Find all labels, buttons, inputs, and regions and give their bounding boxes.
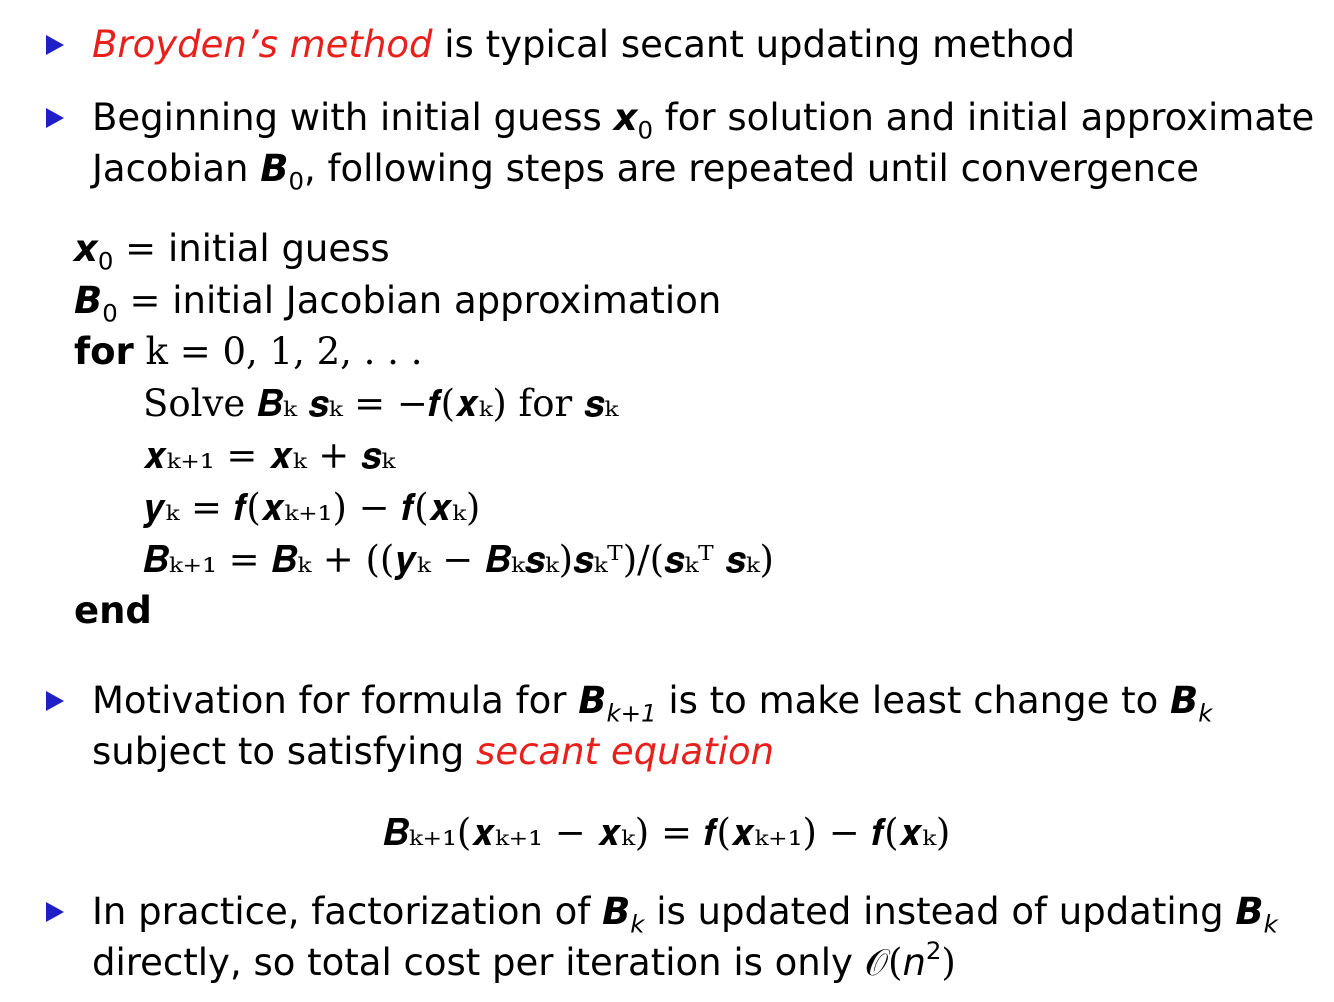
bullet-3-line-2: subject to satisfying secant equation (92, 730, 775, 773)
bullet-4-line-1: In practice, factorization of $B_k$ is updated instead of updating $B_k$ (92, 890, 1278, 939)
bullet-4-line-2: directly, so total cost per iteration is only $𝒪(n^2)$ (92, 936, 956, 984)
bullet-marker-1 (46, 35, 64, 55)
algorithm-line-2: $B_0$ = initial Jacobian approximation (74, 279, 722, 328)
bullet-2-line-1: Beginning with initial guess $x_0$ for solution and initial approximate (92, 96, 1315, 145)
bullet-marker-2 (46, 108, 64, 128)
secant-equation-highlight: secant equation (476, 730, 775, 773)
bullet-marker-3 (46, 691, 64, 711)
algorithm-line-5: 𝒙ₖ₊₁ = 𝒙ₖ + 𝒔ₖ (143, 434, 396, 477)
secant-equation: 𝑩ₖ₊₁(𝒙ₖ₊₁ − 𝒙ₖ) = 𝒇(𝒙ₖ₊₁) − 𝒇(𝒙ₖ) (383, 811, 951, 854)
bullet-marker-4 (46, 902, 64, 922)
bullet-1-text: Broyden’s method is typical secant updating method (92, 23, 1076, 66)
end-keyword: end (74, 589, 152, 632)
algorithm-line-3: for k = 0, 1, 2, . . . (74, 330, 423, 373)
for-keyword: for (74, 330, 134, 373)
bullet-3-line-1: Motivation for formula for $B_{k+1}$ is to make least change to $B_k$ (92, 679, 1213, 728)
algorithm-line-4: Solve 𝑩ₖ 𝒔ₖ = −𝒇(𝒙ₖ) for 𝒔ₖ (143, 382, 619, 425)
algorithm-line-7: 𝑩ₖ₊₁ = 𝑩ₖ + ((𝒚ₖ − 𝑩ₖ𝒔ₖ)𝒔ₖᵀ)/(𝒔ₖᵀ 𝒔ₖ) (143, 538, 774, 581)
algorithm-line-6: 𝒚ₖ = 𝒇(𝒙ₖ₊₁) − 𝒇(𝒙ₖ) (143, 486, 481, 529)
broydens-method-highlight: Broyden’s method (92, 23, 433, 66)
bullet-2-line-2: Jacobian $B_0$, following steps are repeated until convergence (92, 147, 1200, 196)
algorithm-line-1: $x_0$ = initial guess (74, 227, 390, 276)
